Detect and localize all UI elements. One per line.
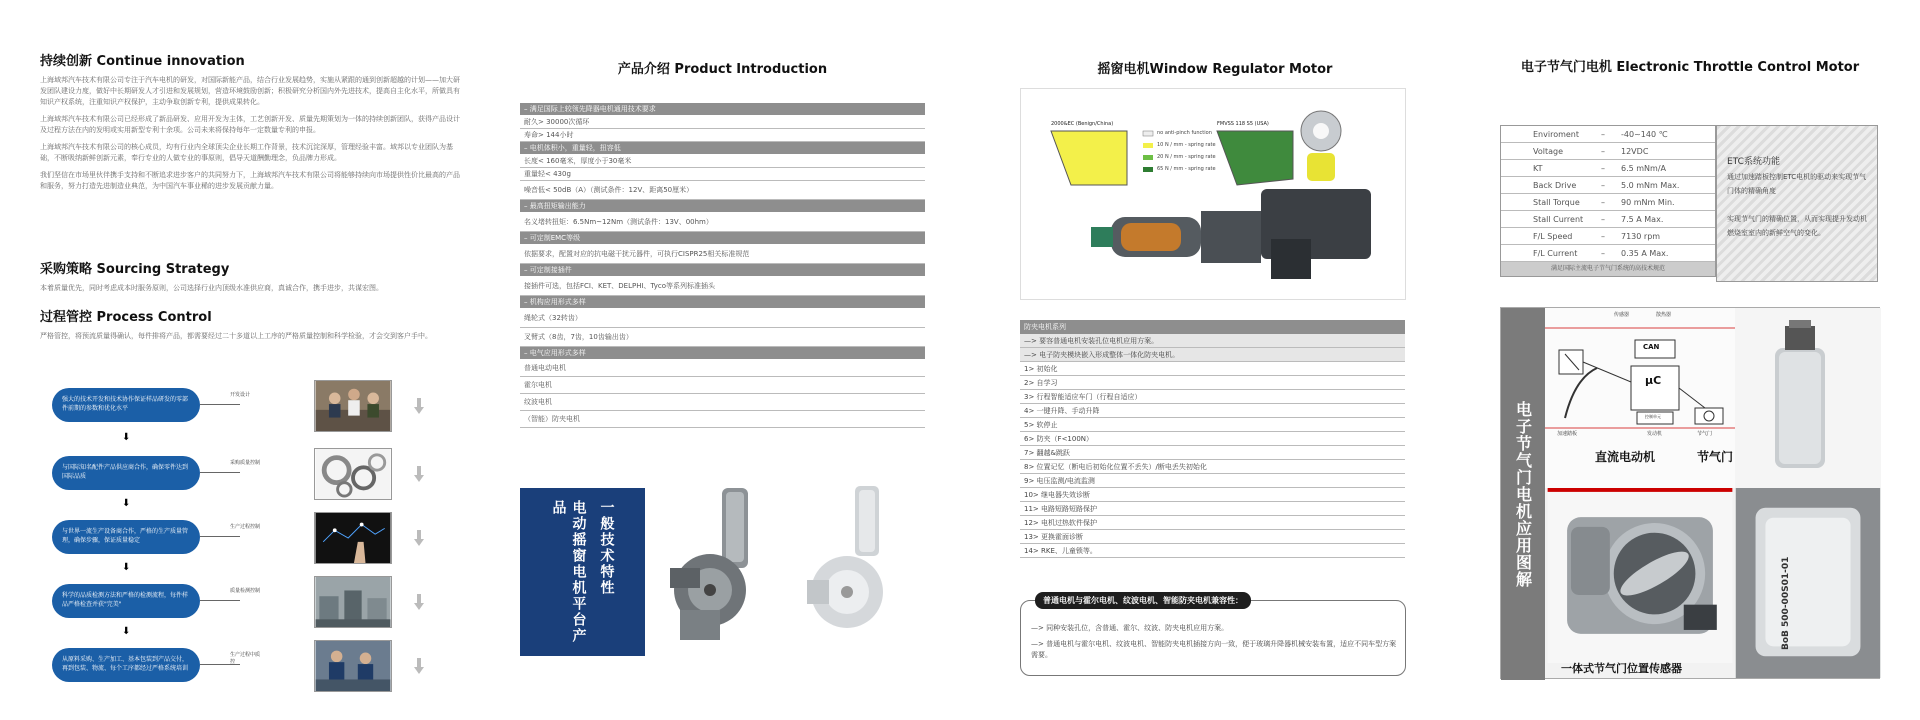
- legend-item: 10 N / mm - spring rate: [1157, 142, 1216, 148]
- vertical-title: 电子节气门电机应用图解: [1513, 400, 1533, 588]
- spec-note: 满足国际主流电子节气门系统的高技术规范: [1501, 262, 1715, 276]
- spec-header-row: – 可定制EMC等级: [520, 232, 925, 245]
- process-title: 过程管控 Process Control: [40, 310, 212, 325]
- spec-row: 长度< 160毫米，厚度小于30毫米: [520, 155, 925, 168]
- list-header: 防夹电机系列: [1020, 320, 1405, 334]
- workers-photo: [314, 640, 392, 692]
- list-item: 12> 电机过热软件保护: [1020, 516, 1405, 530]
- spec-value: 5.0 mNm Max.: [1621, 181, 1680, 190]
- spec-dash: –: [1601, 130, 1605, 139]
- spec-value: 0.35 A Max.: [1621, 249, 1669, 258]
- anti-pinch-list: [1020, 320, 1405, 558]
- bearings-photo: [314, 448, 392, 500]
- sourcing-text: 本着质量优先，同时考虑成本时服务原则，公司选择行业内顶级水准供应商，真诚合作，携手进步，共谋宏图。: [40, 284, 383, 292]
- schematic-label: 加速踏板: [1557, 431, 1578, 437]
- connector-line: [200, 600, 240, 601]
- step-pill: 与国际知名配件产品供应商合作，确保零件达到国际品质: [52, 456, 200, 490]
- schematic-label: CAN: [1643, 343, 1660, 351]
- innovation-paragraph: 上海域邦汽车技术有限公司专注于汽车电机的研发，对国际新能产品，结合行业发展趋势，实施从紧跟的通到创新超越的计划——加大研发团队建设力度，做好中长期研发人才引进和发展规划，营造环境鼓励创新；积极研究分析国内外先进技术，提高自主化水平，所做具有知识产权系统，注重知识产权保护，主动争取创新专利，提供成果转化。: [40, 76, 460, 106]
- down-arrow-icon: ⬇: [122, 626, 131, 637]
- legend-item: no anti-pinch function: [1157, 130, 1212, 136]
- spec-dash: –: [1601, 249, 1605, 258]
- connector-line: [200, 472, 240, 473]
- etc-function-text: 实现节气门的精确位置，从而实现提升发动机燃烧室室内的新鲜空气的变化。: [1727, 215, 1867, 237]
- spec-key: Stall Torque: [1533, 198, 1580, 207]
- process-step: [52, 576, 462, 626]
- platform-banner: [520, 488, 645, 656]
- down-arrow-icon: ⬇: [122, 432, 131, 443]
- window-motor-render-2: [795, 480, 915, 650]
- compat-line: —> 普通电机与霍尔电机、纹波电机、智能防夹电机插接方向一致，便于玻璃升降器机械安装布置，适应不同车型方案需要。: [1031, 640, 1397, 659]
- spec-row: 重量轻< 430g: [520, 168, 925, 181]
- spec-row: [1501, 211, 1715, 228]
- innovation-title: 持续创新 Continue innovation: [40, 54, 245, 69]
- spec-value: 90 mNm Min.: [1621, 198, 1675, 207]
- spec-table: [520, 103, 925, 428]
- compat-box: [1020, 596, 1406, 676]
- list-item: 10> 继电器失效诊断: [1020, 488, 1405, 502]
- spec-key: Back Drive: [1533, 181, 1577, 190]
- window-motor-title: 摇窗电机Window Regulator Motor: [1097, 62, 1333, 77]
- team-meeting-photo: [314, 380, 392, 432]
- spec-header-row: – 满足国际上较领先降器电机通用技术要求: [520, 103, 925, 116]
- schematic-label: 节气门: [1697, 431, 1713, 437]
- process-step: [52, 448, 462, 498]
- dc-motor-photo: [1735, 308, 1881, 488]
- throttle-label: 节气门: [1697, 450, 1734, 464]
- spec-value: 7.5 A Max.: [1621, 215, 1664, 224]
- list-item: 4> 一键升降、手动升降: [1020, 404, 1405, 418]
- spec-header-row: – 最高扭矩输出能力: [520, 200, 925, 213]
- window-motor-panel: [1020, 0, 1410, 720]
- spec-key: Voltage: [1533, 147, 1564, 156]
- spec-row: 叉臂式（8齿，7齿，10齿输出齿）: [520, 328, 925, 347]
- banner-line: 一般技术特性: [598, 500, 615, 596]
- motor-label-text: BoB 500-00S01-01: [1781, 556, 1791, 650]
- spec-dash: –: [1601, 147, 1605, 156]
- spec-row: [1501, 228, 1715, 245]
- innovation-paragraph: 上海域邦汽车技术有限公司的核心成员，均有行业内全球顶尖企业长期工作背景，技术沉淀深厚，管理经验丰富。域邦以专业团队为基础，不断吸纳新鲜创新元素，奉行专业的人做专业的事原则，倡导天道酬勤理念，负品牌力形成。: [40, 143, 453, 162]
- throttle-motor-panel: [1500, 0, 1890, 720]
- connector-line: [200, 536, 240, 537]
- spec-row: [1501, 160, 1715, 177]
- spec-row: 依据要求，配置对应的抗电磁干扰元器件，可执行CISPR25相关标准规范: [520, 245, 925, 264]
- step-pill: 强大的技术开发和技术协作保证样品研发的零部件前期的参数和优化水平: [52, 388, 200, 422]
- step-tag: 质量检测控制: [230, 588, 261, 594]
- list-item: —> 电子防夹模块嵌入形成整体一体化防夹电机。: [1020, 348, 1405, 362]
- etc-function-title: ETC系统功能: [1727, 157, 1780, 167]
- spec-row: [1501, 177, 1715, 194]
- product-intro-panel: [520, 0, 930, 720]
- step-pill: 与世界一流生产设备商合作，严格的生产质量管理，确保步骤，保证质量稳定: [52, 520, 200, 554]
- vertical-title-bar: [1501, 308, 1545, 680]
- spec-value: 7130 rpm: [1621, 232, 1661, 241]
- spec-value: 12VDC: [1621, 147, 1649, 156]
- compat-line: —> 同种安装孔位，含普通、霍尔、纹波、防夹电机应用方案。: [1031, 624, 1229, 632]
- spec-row: 普通电动电机: [520, 360, 925, 377]
- down-arrow-icon: ⬇: [122, 562, 131, 573]
- list-item: 14> RKE、儿童锁等。: [1020, 544, 1405, 558]
- legend-item: 65 N / mm - spring rate: [1157, 166, 1216, 172]
- innovation-paragraph: 上海域邦汽车技术有限公司已经形成了新品研发、应用开发为主体，工艺创新开发、质量先期策划为一体的持续创新团队，获得产品设计及过程方法在内的发明或实用新型专利十余项。公司未来将保持每年一定数量专利的申报。: [40, 115, 460, 134]
- etc-spec-table: [1500, 125, 1716, 277]
- product-intro-title: 产品介绍 Product Introduction: [617, 62, 828, 77]
- schematic-label: 控制单元: [1645, 414, 1661, 419]
- spec-key: Enviroment: [1533, 130, 1580, 139]
- connector-line: [200, 404, 240, 405]
- down-arrow-icon: ⬇: [122, 498, 131, 509]
- spec-key: F/L Current: [1533, 249, 1578, 258]
- step-tag: 生产过程控制: [230, 524, 261, 530]
- diagram-label: 2000&EC (Benign/China): [1051, 121, 1114, 127]
- step-tag: 开发设计: [230, 392, 251, 398]
- spec-row: 纹波电机: [520, 394, 925, 411]
- process-step: [52, 512, 462, 562]
- spec-key: KT: [1533, 164, 1543, 173]
- list-item: —> 要容普通电机安装孔位电机应用方案。: [1020, 334, 1405, 348]
- spec-row: 霍尔电机: [520, 377, 925, 394]
- throttle-motor-title: 电子节气门电机 Electronic Throttle Control Motor: [1520, 60, 1860, 75]
- process-text: 严格管控，将预流质量得确认，每件排将产品，都需要经过二十多道以上工序的严格质量控制和科学检验，才会交到客户手中。: [40, 332, 432, 340]
- spec-key: F/L Speed: [1533, 232, 1573, 241]
- spec-key: Stall Current: [1533, 215, 1584, 224]
- spec-header-row: – 可定制接插件: [520, 264, 925, 277]
- banner-line: 电动摇窗电机平台产品: [550, 500, 587, 644]
- sourcing-title: 采购策略 Sourcing Strategy: [40, 262, 230, 277]
- spec-row: 噪音低< 50dB（A）（测试条件：12V、距离50厘米）: [520, 181, 925, 200]
- spec-row: 绳轮式（32转齿）: [520, 309, 925, 328]
- arrow-down-icon: [414, 658, 424, 674]
- list-item: 6> 防夹（F<100N）: [1020, 432, 1405, 446]
- list-item: 11> 电路短路短路保护: [1020, 502, 1405, 516]
- spec-dash: –: [1601, 181, 1605, 190]
- anti-pinch-diagram: [1020, 88, 1406, 300]
- list-item: 1> 初始化: [1020, 362, 1405, 376]
- process-step: [52, 640, 462, 690]
- spec-row: 名义堵转扭矩：6.5Nm~12Nm（测试条件：13V、00hm）: [520, 213, 925, 232]
- compat-title: 普通电机与霍尔电机、纹波电机、智能防夹电机兼容性：: [1035, 592, 1251, 609]
- diagram-label: FMVSS 118 S5 (USA): [1217, 121, 1269, 127]
- list-item: 9> 电压监测/电流监测: [1020, 474, 1405, 488]
- touch-screen-photo: [314, 512, 392, 564]
- spec-value: 6.5 mNm/A: [1621, 164, 1667, 173]
- step-pill: 从原料采购、生产加工、基本包装到产品交付，再到包装、物流、每个工序都经过严格系统培训: [52, 648, 200, 682]
- arrow-down-icon: [414, 466, 424, 482]
- process-step: [52, 380, 462, 430]
- dc-motor-label: 直流电动机: [1595, 450, 1656, 464]
- etc-function-text: 通过加速踏板控制ETC电机的驱动来实现节气门体的精确角度: [1727, 173, 1867, 195]
- spec-row: [1501, 194, 1715, 211]
- spec-header-row: – 机构应用形式多样: [520, 296, 925, 309]
- step-pill: 科学的品质检测方法和严格的检测流程，每件样品严格检查并获"完美": [52, 584, 200, 618]
- step-tag: 采购质量控制: [230, 460, 261, 466]
- spec-row: [1501, 245, 1715, 262]
- throttle-diagram: [1500, 307, 1880, 679]
- spec-row: 接插件可选，包括FCI、KET、DELPHI、Tyco等系列标准插头: [520, 277, 925, 296]
- factory-floor-photo: [314, 576, 392, 628]
- spec-row: 寿命> 144小时: [520, 129, 925, 142]
- list-item: 8> 位置记忆（断电后初始化位置不丢失）/断电丢失初始化: [1020, 460, 1405, 474]
- spec-header-row: – 电机体积小，重量轻，扭容低: [520, 142, 925, 155]
- spec-value: -40~140 ℃: [1621, 130, 1668, 139]
- spec-dash: –: [1601, 232, 1605, 241]
- sensor-label: 一体式节气门位置传感器: [1561, 662, 1682, 675]
- arrow-down-icon: [414, 398, 424, 414]
- spec-row: 耐久> 30000次循环: [520, 116, 925, 129]
- schematic-label: 传感器: [1614, 312, 1630, 318]
- schematic-label: 发动机: [1647, 431, 1663, 437]
- throttle-body-photo: [1545, 488, 1735, 663]
- spec-dash: –: [1601, 164, 1605, 173]
- schematic-label: μC: [1645, 374, 1662, 387]
- spec-row: [1501, 126, 1715, 143]
- step-tag: 生产过程中质控: [230, 652, 261, 665]
- spec-row: [1501, 143, 1715, 160]
- schematic-label: 散热器: [1656, 312, 1672, 318]
- list-item: 7> 翻越&跳跃: [1020, 446, 1405, 460]
- motor-closeup-photo: [1735, 488, 1881, 678]
- list-item: 3> 行程智能适应车门（行程自适应）: [1020, 390, 1405, 404]
- arrow-down-icon: [414, 594, 424, 610]
- etc-function-box: [1716, 125, 1878, 282]
- innovation-paragraph: 我们坚信在市场里伙伴携手支持和不断追求进步客户的共同努力下，上海域邦汽车技术有限公司将能够持续向市场提供性价比最高的产品和服务，努力打造先进制造业典范，为中国汽车事业稀的进步发展贡献力量。: [40, 171, 460, 190]
- spec-header-row: – 电气应用形式多样: [520, 347, 925, 360]
- spec-dash: –: [1601, 215, 1605, 224]
- window-motor-render: [660, 480, 780, 650]
- list-item: 5> 软停止: [1020, 418, 1405, 432]
- anti-pinch-chart: [1021, 89, 1407, 301]
- spec-row: （智能）防夹电机: [520, 411, 925, 428]
- list-item: 13> 更换霍面诊断: [1020, 530, 1405, 544]
- legend-item: 20 N / mm - spring rate: [1157, 154, 1216, 160]
- list-item: 2> 自学习: [1020, 376, 1405, 390]
- spec-dash: –: [1601, 198, 1605, 207]
- innovation-panel: [40, 0, 460, 720]
- arrow-down-icon: [414, 530, 424, 546]
